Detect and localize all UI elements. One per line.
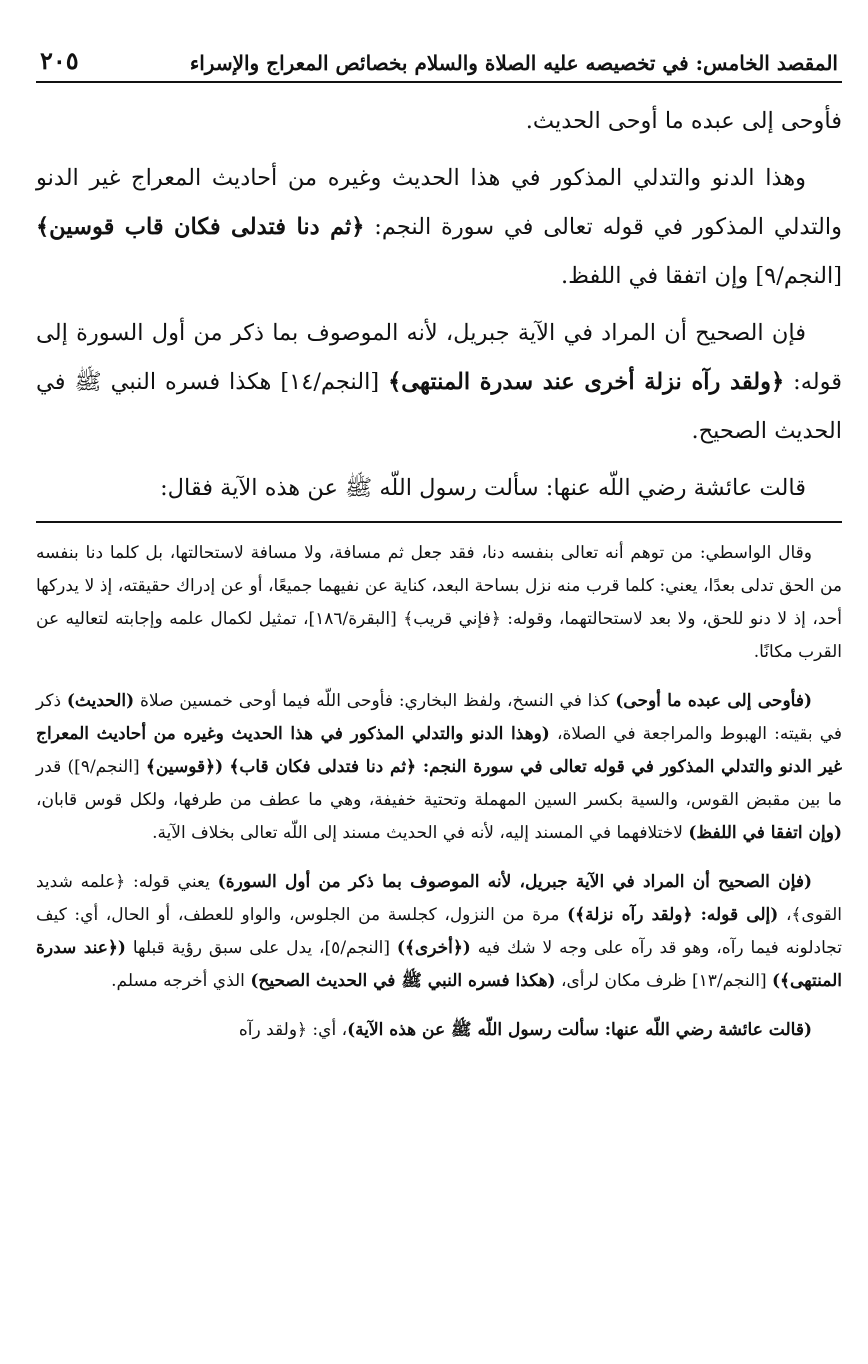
main-paragraph-2	[36, 154, 842, 301]
note-paragraph-4	[36, 1014, 842, 1047]
book-page	[36, 40, 842, 1344]
quoted-matn: (فأوحى إلى عبده ما أوحى)	[615, 691, 813, 711]
note-paragraph-2	[36, 685, 842, 850]
quoted-matn: (الحديث)	[66, 691, 135, 711]
note-text: [النجم/١٣] ظرف مكان لرأى،	[555, 971, 772, 991]
main-text	[36, 97, 842, 513]
quran-quote: ﴿فإني قريب﴾	[403, 609, 501, 629]
paragraph-text: قالت عائشة رضي اللّه عنها: سألت رسول اللّه ﷺ عن هذه الآية فقال:	[160, 475, 806, 501]
note-text: مرة من النزول، كجلسة من الجلوس، والواو للعطف، أو الحال، أي: كيف تجادلونه فيما رآه، وهو قد رآه على وجه لا شك فيه	[36, 905, 842, 958]
note-text: الذي أخرجه مسلم.	[111, 971, 251, 991]
main-paragraph-1	[36, 97, 842, 146]
paragraph-text: [النجم/٩] وإن اتفقا في اللفظ.	[561, 263, 842, 289]
quoted-matn: (هكذا فسره النبي ﷺ في الحديث الصحيح)	[250, 971, 556, 991]
quran-quote: ﴿ولقد رآه نزلة أخرى عند سدرة المنتهى﴾	[388, 369, 785, 395]
note-text: [البقرة/١٨٦]، تمثيل لكمال علمه وإجابته لتعاليه عن القرب مكانًا.	[36, 609, 842, 662]
note-text: ، أي: ﴿ولقد رآه	[238, 1020, 348, 1040]
quoted-matn: (فإن الصحيح أن المراد في الآية جبريل، لأنه الموصوف بما ذكر من أول السورة)	[217, 872, 812, 892]
quoted-matn: (﴿عند سدرة المنتهى﴾)	[36, 938, 842, 991]
note-text: [النجم/٥]، يدل على سبق رؤية قبلها	[125, 938, 397, 958]
section-divider	[36, 521, 842, 523]
paragraph-text: [النجم/١٤] هكذا فسره النبي ﷺ في الحديث الصحيح.	[36, 369, 842, 444]
note-text: كذا في النسخ، ولفظ البخاري: فأوحى اللّه فيما أوحى خمسين صلاة	[134, 691, 616, 711]
quoted-matn: (وهذا الدنو والتدلي المذكور في هذا الحديث وغيره من أحاديث المعراج غير الدنو والتدلي المذكور في قوله تعالى في سورة النجم: ﴿ثم دنا فتدلى فكان قاب﴾	[36, 724, 842, 777]
quoted-matn: (قالت عائشة رضي اللّه عنها: سألت رسول اللّه ﷺ عن هذه الآية)	[347, 1020, 812, 1040]
paragraph-text: فأوحى إلى عبده ما أوحى الحديث.	[525, 108, 842, 134]
page-number: ٢٠٥	[40, 46, 79, 75]
note-text: لاختلافهما في المسند إليه، لأنه في الحديث مسند إلى اللّه تعالى بخلاف الآية.	[152, 823, 689, 843]
note-text: يعني قوله: ﴿علمه شديد القوى﴾،	[36, 872, 842, 925]
quoted-matn: (﴿أخرى﴾)	[396, 938, 471, 958]
quran-quote: ﴿ثم دنا فتدلى فكان قاب قوسين﴾	[36, 214, 365, 240]
note-text: ذكر في بقيته: الهبوط والمراجعة في الصلاة،	[36, 691, 842, 744]
main-paragraph-4	[36, 464, 842, 513]
paragraph-text: وهذا الدنو والتدلي المذكور في هذا الحديث وغيره من أحاديث المعراج غير الدنو والتدلي المذكور في قوله تعالى في سورة النجم:	[36, 165, 843, 240]
note-paragraph-3	[36, 866, 842, 998]
quoted-matn: (وإن اتفقا في اللفظ)	[688, 823, 842, 843]
page-header	[36, 40, 842, 83]
note-paragraph-1	[36, 537, 842, 669]
quoted-matn: (إلى قوله: ﴿ولقد رآه نزلة﴾)	[567, 905, 779, 925]
note-text: وقال الواسطي: من توهم أنه تعالى بنفسه دنا، فقد جعل ثم مسافة، ولا مسافة لاستحالتها، بل كلما دنا بنفسه من الحق تدلى بعدًا، يعني: كلما قرب منه نزل بساحة البعد، كناية عن نفيهما جميعًا، أو عن إدراك حقيقته، إذ لا يدركها أحد، إذ لا دنو للحق، ولا بعد لاستحالتهما، وقوله:	[36, 543, 842, 629]
note-text: [النجم/٩]) قدر ما بين مقبض القوس، والسية بكسر السين المهملة وتحتية خفيفة، وهي ما عطف من طرفها، ولكل قوس قابان،	[36, 757, 842, 810]
commentary-notes	[36, 537, 842, 1047]
quoted-matn: (﴿قوسين﴾	[145, 757, 224, 777]
paragraph-text: فإن الصحيح أن المراد في الآية جبريل، لأنه الموصوف بما ذكر من أول السورة إلى قوله:	[36, 320, 842, 395]
main-paragraph-3	[36, 309, 842, 456]
running-title: المقصد الخامس: في تخصيصه عليه الصلاة والسلام بخصائص المعراج والإسراء	[189, 51, 838, 75]
